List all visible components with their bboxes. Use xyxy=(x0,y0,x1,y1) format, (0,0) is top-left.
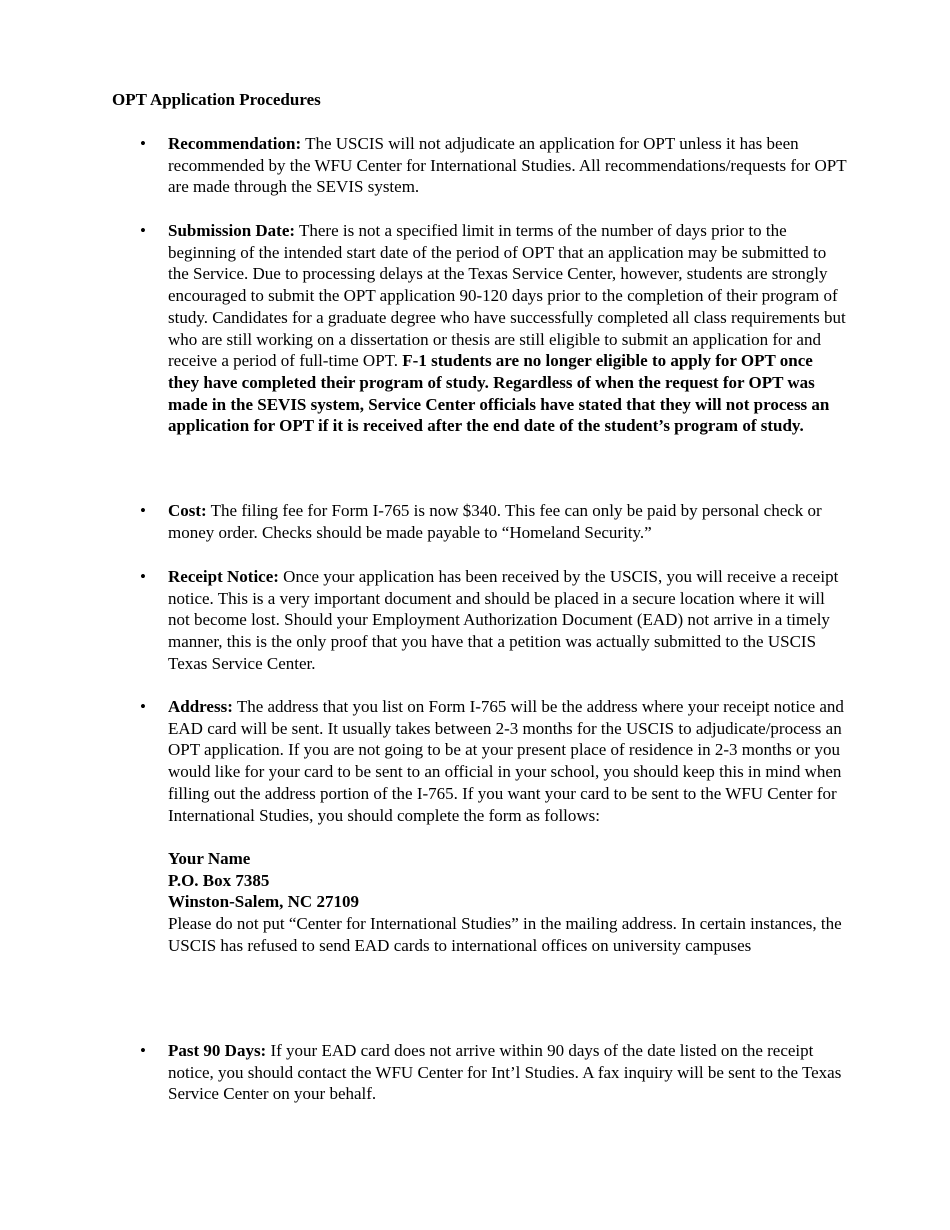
bullet-icon: • xyxy=(140,1041,146,1060)
address-note: Please do not put “Center for International Studies” in the mailing address. In certain instances, the USCIS has refused to send EAD cards to international offices on university campuses xyxy=(168,914,842,955)
item-text: If your EAD card does not arrive within 90 days of the date listed on the receipt notice, you should contact the WFU Center for Int’l Studies. A fax inquiry will be sent to the Texas Service Center on your behalf. xyxy=(168,1041,842,1104)
bullet-icon: • xyxy=(140,697,146,716)
document-title: OPT Application Procedures xyxy=(112,90,321,109)
list-item-past-90-days xyxy=(140,1040,848,1105)
bullet-icon: • xyxy=(140,221,146,240)
item-text: The USCIS will not adjudicate an application for OPT unless it has been recommended by the WFU Center for International Studies. All recommendations/requests for OPT are made through the SEVIS system. xyxy=(168,134,847,197)
item-emphasis: F-1 students are no longer eligible to apply for OPT once they have completed their program of study. Regardless of when the request for OPT was made in the SEVIS system, Service Center officials have stated that they will not process an application for OPT if it is received after the end date of the student’s program of study. xyxy=(168,351,830,436)
item-text: The address that you list on Form I-765 will be the address where your receipt notice and EAD card will be sent. It usually takes between 2-3 months for the USCIS to adjudicate/process an OPT application. If you are not going to be at your present place of residence in 2-3 months or you would like for your card to be sent to an official in your school, you should keep this in mind when filling out the address portion of the I-765. If you want your card to be sent to the WFU Center for International Studies, you should complete the form as follows: xyxy=(168,697,844,825)
item-label: Recommendation: xyxy=(168,134,302,153)
item-label: Receipt Notice: xyxy=(168,567,279,586)
bullet-icon: • xyxy=(140,501,146,520)
address-line-name: Your Name xyxy=(168,848,251,868)
address-line-city: Winston-Salem, NC 27109 xyxy=(168,892,359,912)
item-text: Once your application has been received by the USCIS, you will receive a receipt notice. This is a very important document and should be placed in a secure location where it will not become lost. Should your Employment Authorization Document (EAD) not arrive in a timely manner, this is the only proof that you have that a petition was actually submitted to the USCIS Texas Service Center. xyxy=(168,567,839,673)
list-item-submission-date xyxy=(140,220,848,437)
bullet-icon: • xyxy=(140,134,146,153)
address-line-box: P.O. Box 7385 xyxy=(168,870,270,890)
item-label: Address: xyxy=(168,697,233,716)
item-label: Past 90 Days: xyxy=(168,1041,267,1060)
list-item-receipt-notice xyxy=(140,566,848,675)
item-label: Submission Date: xyxy=(168,221,296,240)
item-text: The filing fee for Form I-765 is now $340. This fee can only be paid by personal check or money order. Checks should be made payable to “Homeland Security.” xyxy=(168,501,822,542)
item-label: Cost: xyxy=(168,501,207,520)
bullet-icon: • xyxy=(140,567,146,586)
list-item-cost xyxy=(140,500,848,543)
item-paragraph xyxy=(168,696,848,826)
mailing-address xyxy=(168,848,848,913)
list-item-recommendation xyxy=(140,133,848,198)
item-text: There is not a specified limit in terms of the number of days prior to the beginning of the intended start date of the period of OPT that an application may be submitted to the Service. Due to processing delays at the Texas Service Center, however, students are strongly encouraged to submit the OPT application 90-120 days prior to the completion of their program of study. Candidates for a graduate degree who have successfully completed all class requirements but who are still working on a dissertation or thesis are still eligible to submit an application for and receive a period of full-time OPT. xyxy=(168,221,846,371)
list-item-address xyxy=(140,696,848,956)
